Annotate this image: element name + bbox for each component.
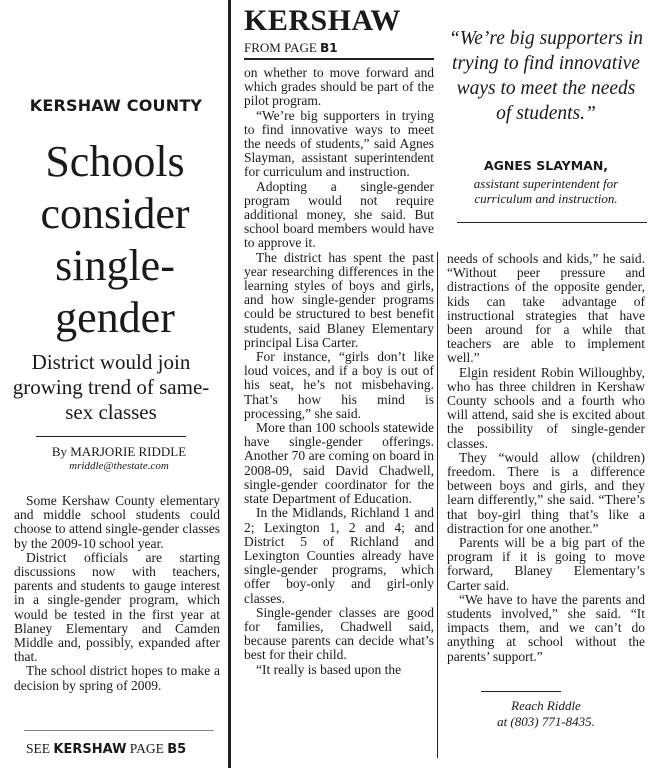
paragraph: “We’re big supporters in trying to find innovative ways to meet the needs of students,” said Agnes Slayman, assistant superintendent for curriculum and instruction.	[244, 107, 434, 180]
headline-line: single-	[55, 241, 175, 290]
paragraph: For instance, “girls don’t like loud voices, and if a boy is out of his seat, he’s not misbehaving. That’s how his mind is processing,” she said.	[244, 349, 434, 421]
byline-author: By MARJORIE RIDDLE	[51, 444, 187, 459]
headline-line: Schools	[45, 137, 185, 186]
paragraph: The school district hopes to make a decision by spring of 2009.	[14, 663, 220, 693]
headline-line: consider	[40, 189, 190, 238]
paragraph: In the Midlands, Richland 1 and 2; Lexington 1, 2 and 4; and District 5 of Richland and Lexington Counties already have single-gender programs, which offer boy-only and girl-only classes.	[244, 505, 434, 606]
section-label: KERSHAW COUNTY	[29, 96, 203, 115]
paragraph: needs of schools and kids,” he said. “Without peer pressure and distractions of the opposite gender, kids can take advantage of instructional strategies that have been around for a while that teachers are able to implement well.”	[447, 251, 645, 366]
column-divider	[437, 252, 438, 758]
paragraph: “It really is based upon the	[256, 661, 402, 677]
paragraph: “We have to have the parents and students involved,” she said. “It impacts them, and we can’t do anything at school without the parents’ support.”	[447, 591, 645, 664]
article-front-column	[0, 0, 222, 768]
jump-suffix: PAGE	[129, 741, 164, 756]
pull-quote-title: assistant superintendent for curriculum and instruction.	[473, 176, 619, 206]
reporter-contact	[447, 698, 645, 730]
jump-prefix: SEE	[26, 741, 51, 756]
paragraph: District officials are starting discussions now with teachers, parents and students to gauge interest in a single-gender program, which would be tested in the first year at Blaney Elementary and Camden Middle and, possibly, expanded after that.	[14, 549, 220, 665]
jump-page: B5	[167, 742, 187, 757]
paragraph: Single-gender classes are good for families, Chadwell said, because parents can decide what’s best for their child.	[244, 604, 434, 663]
paragraph: Elgin resident Robin Willoughby, who has three children in Kershaw County schools and a fourth who will attend, said she is excited about the possibility of single-gender classes.	[447, 364, 645, 451]
paragraph: They “would allow (children) freedom. There is a difference between boys and girls, and they learn differently,” she said. “There’s that boy-girl thing that’s like a distraction for one another.”	[447, 449, 645, 536]
pull-quote: “We’re big supporters in trying to find innovative ways to meet the needs of students.”	[448, 28, 644, 124]
kicker-divider	[244, 58, 434, 60]
byline	[16, 444, 222, 474]
paragraph: Parents will be a big part of the program if it is going to move forward, Blaney Elementary’s Carter said.	[447, 535, 645, 593]
column-divider	[228, 0, 231, 768]
paragraph: Some Kershaw County elementary and middle school students could choose to attend single-gender classes by the 2009-10 school year.	[14, 493, 220, 551]
article-body-continued	[244, 66, 434, 677]
paragraph: More than 100 schools statewide have single-gender offerings. Another 70 are coming on board in 2008-09, said David Chadwell, single-gender coordinator for the state Department of Education.	[244, 420, 434, 507]
pull-quote-attribution: AGNES SLAYMAN,	[483, 158, 609, 173]
subheadline: District would join growing trend of same-sex classes	[12, 350, 210, 424]
headline	[8, 136, 222, 344]
article-body-start	[14, 494, 220, 693]
jump-target: KERSHAW	[53, 742, 127, 757]
headline-line: gender	[55, 293, 175, 342]
from-page-number: B1	[320, 41, 338, 55]
paragraph: The district has spent the past year researching differences in the learning styles of boys and girls, and how single-gender programs could be structured to best benefit students, said Blaney Elementary principal Lisa Carter.	[244, 249, 434, 350]
paragraph: on whether to move forward and which grades should be part of the pilot program.	[244, 65, 434, 109]
pull-quote-divider	[457, 222, 647, 223]
byline-divider	[36, 436, 186, 437]
contact-phone: at (803) 771-8435.	[497, 714, 595, 729]
paragraph: Adopting a single-gender program would not require additional money, she said. But school board members would have to approve it.	[244, 178, 434, 251]
jump-line	[26, 741, 222, 757]
continuation-kicker: KERSHAW	[244, 4, 401, 37]
contact-divider	[481, 691, 561, 692]
jump-divider	[24, 730, 214, 731]
byline-email: mriddle@thestate.com	[69, 460, 169, 472]
contact-line: Reach Riddle	[511, 698, 581, 713]
from-page-prefix: FROM PAGE	[244, 40, 317, 55]
article-body-end	[447, 252, 645, 664]
from-page-line	[244, 40, 338, 56]
